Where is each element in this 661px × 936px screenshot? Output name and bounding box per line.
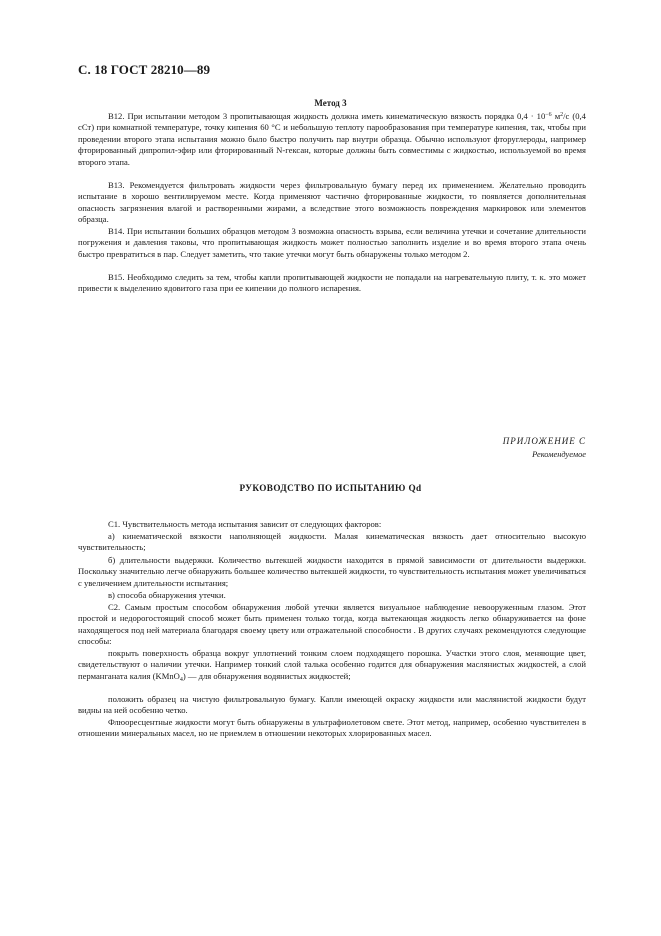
paragraph-method-fluorescent: Флюоресцентные жидкости могут быть обнаружены в ультрафиолетовом свете. Этот метод, например, особенно чувствителен в отношении минеральных масел, но не приемлем в отношении некоторых хлорированных масел. [78, 717, 586, 739]
paragraph-b14: В14. При испытании больших образцов методом 3 возможна опасность взрыва, если величина утечки и сочетание длительности погружения и давления таковы, что пропитывающая жидкость может полностью заполнить изделие и во время второго этапа очень быстро превратиться в пар. Следует заметить, что такие утечки могут быть обнаружены только методом 2. [78, 226, 586, 259]
section-title-method3: Метод 3 [314, 98, 347, 108]
paragraph-c1-b: б) длительности выдержки. Количество вытекшей жидкости находится в прямой зависимости от длительности выдержки. Поскольку значительно легче обнаружить большее количество вытекшей жидкости, то чувствительность испытания может увеличиваться с увеличением длительности испытания; [78, 555, 586, 588]
paragraph-c2: С2. Самым простым способом обнаружения любой утечки является визуальное наблюдение невооруженным глазом. Этот простой и недорогостоящий способ может быть применен только тогда, когда вытекающая жидкость легко обнаруживается на фоне находящегося под ней материала благодаря своему цвету или отражательной способности . В других случаях рекомендуются следующие способы: [78, 602, 586, 647]
paragraph-b13: В13. Рекомендуется фильтровать жидкости через фильтровальную бумагу перед их применением. Желательно проводить испытание в хорошо вентилируемом месте. Когда применяют частично фторированные жидкости, то появляется дополнительная опасность загрязнения влагой и растворенными жирами, а вследствие этого возможность повреждения маркировок или элементов образца. [78, 180, 586, 225]
paragraph-c1-a: а) кинематической вязкости наполняющей жидкости. Малая кинематическая вязкость дает относительно высокую чувствительность; [78, 531, 586, 553]
paragraph-b12: В12. При испытании методом 3 пропитывающая жидкость должна иметь кинематическую вязкость порядка $0,4 \cdot 10^{-6}$ $м^2/с$ (0,4 сСт) при комнатной температуре, точку кипения 60 °С и небольшую теплоту парообразования при температуре кипения, так, чтобы при проведении второго этапа испытания можно было быстро получить пар внутри образца. Обычно используют фторуглероды, например фторированный дипропил-эфир или фторированный N-гексан, которые должны быть совместимы с жидкостью, используемой во время второго этапа. [78, 111, 586, 167]
paragraph-method-powder: покрыть поверхность образца вокруг уплотнений тонким слоем подходящего порошка. Участки этого слоя, меняющие цвет, свидетельствуют о наличии утечки. Например тонкий слой талька особенно годится для обнаружения маслянистых жидкостей, а слой перманганата калия (KMnO$_4$) — для обнаружения водянистых жидкостей; [78, 648, 586, 683]
appendix-title: РУКОВОДСТВО ПО ИСПЫТАНИЮ Qd [239, 483, 422, 493]
appendix-label: ПРИЛОЖЕНИЕ С [502, 436, 586, 446]
paragraph-c1-v: в) способа обнаружения утечки. [108, 590, 226, 600]
paragraph-b15: В15. Необходимо следить за тем, чтобы капли пропитывающей жидкости не попадали на нагревательную плиту, т. к. это может привести к выделению ядовитого газа при ее кипении до полного испарения. [78, 272, 586, 294]
paragraph-c1-intro: С1. Чувствительность метода испытания зависит от следующих факторов: [108, 519, 382, 529]
page-header: С. 18 ГОСТ 28210—89 [78, 62, 211, 77]
appendix-status: Рекомендуемое [532, 450, 586, 459]
paragraph-method-filter-paper: положить образец на чистую фильтровальную бумагу. Капли имеющей окраску жидкости или маслянистой жидкости будут видны на ней особенно четко. [78, 694, 586, 716]
